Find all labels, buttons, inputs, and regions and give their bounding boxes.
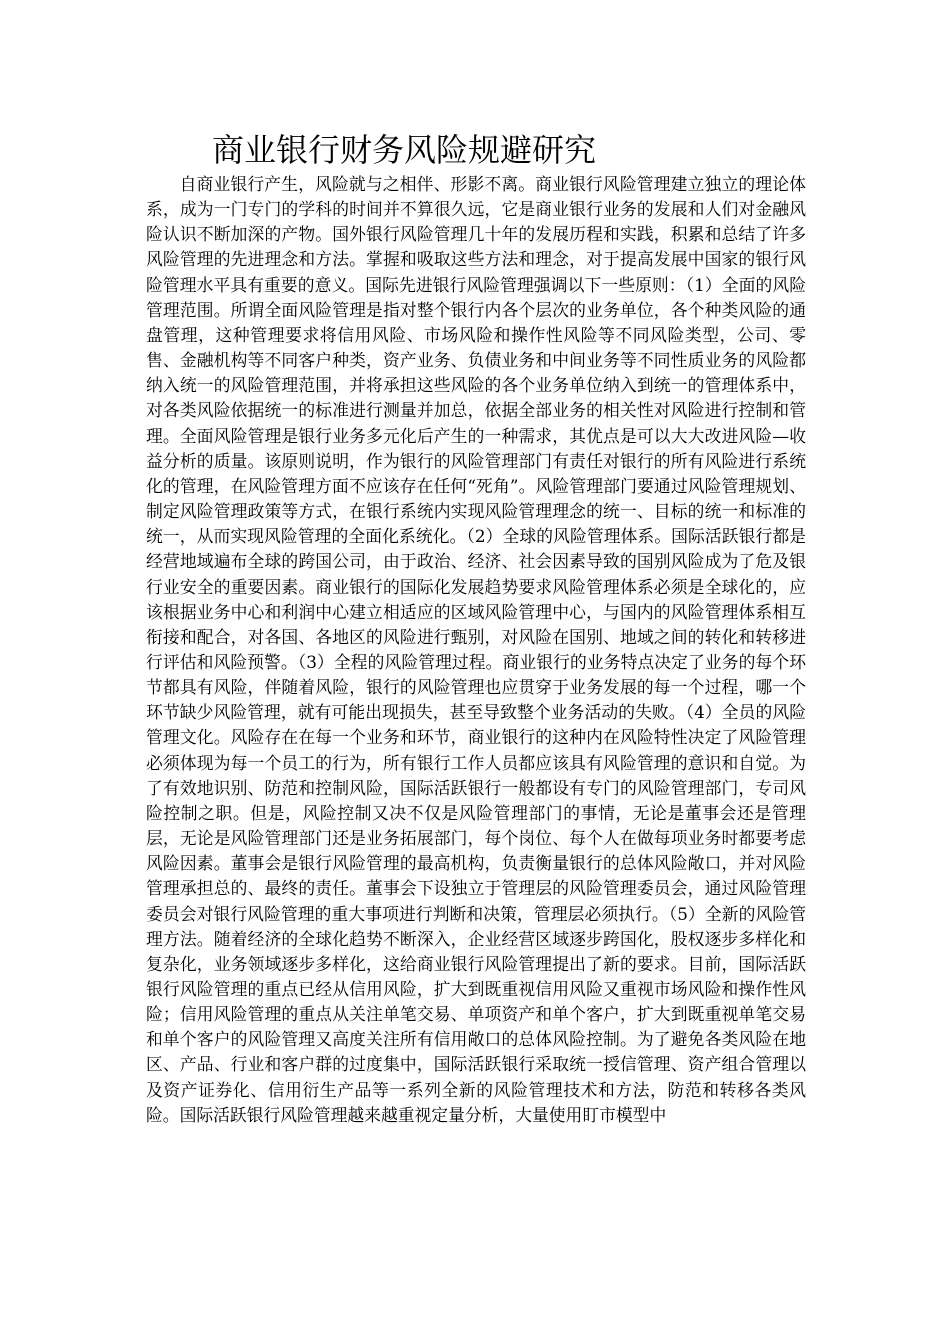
document-body-paragraph: 自商业银行产生，风险就与之相伴、形影不离。商业银行风险管理建立独立的理论体系，成为一门专门的学科的时间并不算很久远，它是商业银行业务的发展和人们对金融风险认识不断加深的产物。国外银行风险管理几十年的发展历程和实践，积累和总结了许多风险管理的先进理念和方法。掌握和吸取这些方法和理念，对于提高发展中国家的银行风险管理水平具有重要的意义。国际先进银行风险管理强调以下一些原则：（1）全面的风险管理范围。所谓全面风险管理是指对整个银行内各个层次的业务单位，各个种类风险的通盘管理，这种管理要求将信用风险、市场风险和操作性风险等不同风险类型，公司、零售、金融机构等不同客户种类，资产业务、负债业务和中间业务等不同性质业务的风险都纳入统一的风险管理范围，并将承担这些风险的各个业务单位纳入到统一的管理体系中，对各类风险依据统一的标准进行测量并加总，依据全部业务的相关性对风险进行控制和管理。全面风险管理是银行业务多元化后产生的一种需求，其优点是可以大大改进风险—收益分析的质量。该原则说明，作为银行的风险管理部门有责任对银行的所有风险进行系统化的管理，在风险管理方面不应该存在任何“死角”。风险管理部门要通过风险管理规划、制定风险管理政策等方式，在银行系统内实现风险管理理念的统一、目标的统一和标准的统一，从而实现风险管理的全面化系统化。（2）全球的风险管理体系。国际活跃银行都是经营地域遍布全球的跨国公司，由于政治、经济、社会因素导致的国别风险成为了危及银行业安全的重要因素。商业银行的国际化发展趋势要求风险管理体系必须是全球化的，应该根据业务中心和利润中心建立相适应的区域风险管理中心，与国内的风险管理体系相互衔接和配合，对各国、各地区的风险进行甄别，对风险在国别、地域之间的转化和转移进行评估和风险预警。（3）全程的风险管理过程。商业银行的业务特点决定了业务的每个环节都具有风险，伴随着风险，银行的风险管理也应贯穿于业务发展的每一个过程，哪一个环节缺少风险管理，就有可能出现损失，甚至导致整个业务活动的失败。（4）全员的风险管理文化。风险存在在每一个业务和环节，商业银行的这种内在风险特性决定了风险管理必须体现为每一个员工的行为，所有银行工作人员都应该具有风险管理的意识和自觉。为了有效地识别、防范和控制风险，国际活跃银行一般都设有专门的风险管理部门，专司风险控制之职。但是，风险控制又决不仅是风险管理部门的事情，无论是董事会还是管理层，无论是风险管理部门还是业务拓展部门，每个岗位、每个人在做每项业务时都要考虑风险因素。董事会是银行风险管理的最高机构，负责衡量银行的总体风险敞口，并对风险管理承担总的、最终的责任。董事会下设独立于管理层的风险管理委员会，通过风险管理委员会对银行风险管理的重大事项进行判断和决策，管理层必须执行。（5）全新的风险管理方法。随着经济的全球化趋势不断深入，企业经营区域逐步跨国化，股权逐步多样化和复杂化，业务领域逐步多样化，这给商业银行风险管理提出了新的要求。目前，国际活跃银行风险管理的重点已经从信用风险，扩大到既重视信用风险又重视市场风险和操作性风险；信用风险管理的重点从关注单笔交易、单项资产和单个客户，扩大到既重视单笔交易和单个客户的风险管理又高度关注所有信用敞口的总体风险控制。为了避免各类风险在地区、产品、行业和客户群的过度集中，国际活跃银行采取统一授信管理、资产组合管理以及资产证券化、信用衍生产品等一系列全新的风险管理技术和方法，防范和转移各类风险。国际活跃银行风险管理越来越重视定量分析，大量使用盯市模型中 xyxy=(146,174,806,1125)
document-title: 商业银行财务风险规避研究 xyxy=(212,131,597,169)
